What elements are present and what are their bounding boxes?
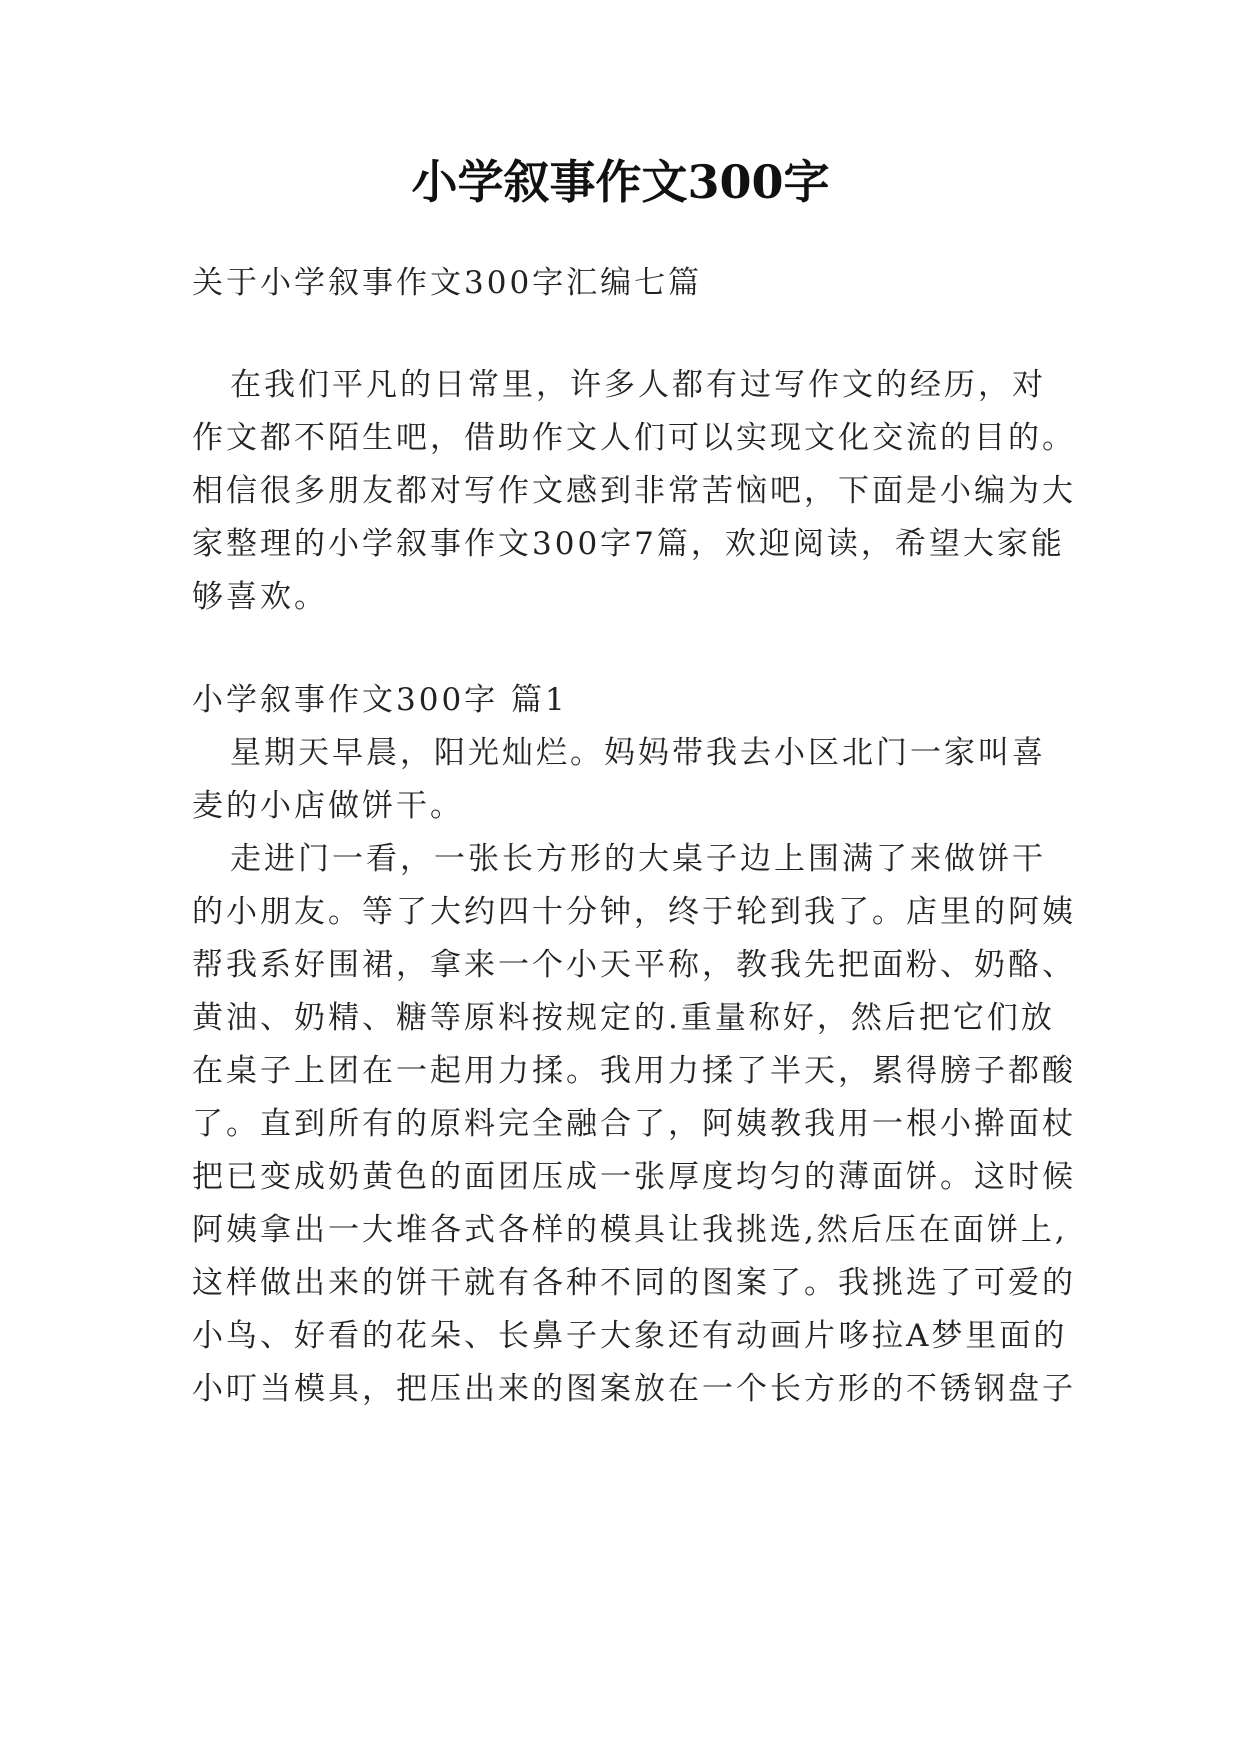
- section1-para2-line-8: 阿姨拿出一大堆各式各样的模具让我挑选,然后压在面饼上,: [192, 1212, 1068, 1248]
- section1-para2-line-11: 小叮当模具，把压出来的图案放在一个长方形的不锈钢盘子: [192, 1371, 1076, 1407]
- section1-para2-line-3: 帮我系好围裙，拿来一个小天平称，教我先把面粉、奶酪、: [192, 947, 1076, 983]
- document-subtitle: 关于小学叙事作文300字汇编七篇: [192, 265, 703, 301]
- intro-line-3: 相信很多朋友都对写作文感到非常苦恼吧，下面是小编为大: [192, 473, 1076, 509]
- intro-line-1: 在我们平凡的日常里，许多人都有过写作文的经历，对: [230, 367, 1046, 403]
- intro-line-4: 家整理的小学叙事作文300字7篇，欢迎阅读，希望大家能: [192, 526, 1065, 562]
- section-heading-1: 小学叙事作文300字 篇1: [192, 682, 568, 718]
- section1-para2-line-5: 在桌子上团在一起用力揉。我用力揉了半天，累得膀子都酸: [192, 1053, 1076, 1089]
- section1-para2-line-7: 把已变成奶黄色的面团压成一张厚度均匀的薄面饼。这时候: [192, 1159, 1076, 1195]
- section1-para2-line-2: 的小朋友。等了大约四十分钟，终于轮到我了。店里的阿姨: [192, 894, 1076, 930]
- section1-para2-line-10: 小鸟、好看的花朵、长鼻子大象还有动画片哆拉A梦里面的: [192, 1318, 1068, 1354]
- section1-para1-line-2: 麦的小店做饼干。: [192, 788, 464, 824]
- section1-para2-line-4: 黄油、奶精、糖等原料按规定的.重量称好，然后把它们放: [192, 1000, 1055, 1036]
- section1-para2-line-1: 走进门一看，一张长方形的大桌子边上围满了来做饼干: [230, 841, 1046, 877]
- section1-para2-line-6: 了。直到所有的原料完全融合了，阿姨教我用一根小擀面杖: [192, 1106, 1076, 1142]
- page-title: 小学叙事作文300字: [411, 155, 830, 209]
- section1-para2-line-9: 这样做出来的饼干就有各种不同的图案了。我挑选了可爱的: [192, 1265, 1076, 1301]
- intro-line-5: 够喜欢。: [192, 579, 328, 615]
- section1-para1-line-1: 星期天早晨，阳光灿烂。妈妈带我去小区北门一家叫喜: [230, 735, 1046, 771]
- intro-line-2: 作文都不陌生吧，借助作文人们可以实现文化交流的目的。: [192, 420, 1076, 456]
